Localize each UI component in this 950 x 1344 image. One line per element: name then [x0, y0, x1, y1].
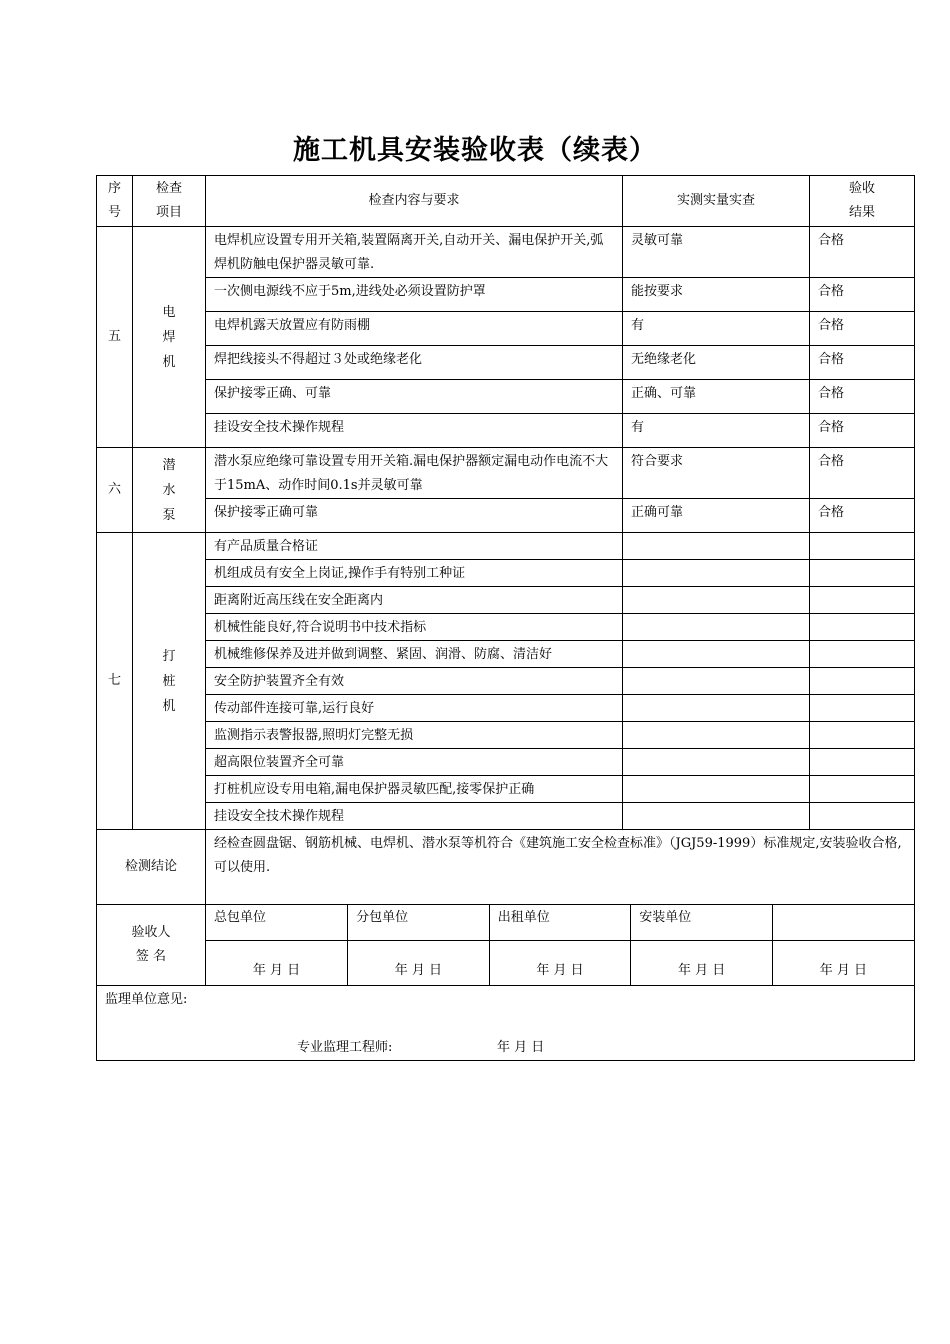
requirement-cell: 有产品质量合格证: [206, 533, 623, 560]
requirement-cell: 监测指示表警报器,照明灯完整无损: [206, 722, 623, 749]
result-cell: [810, 776, 915, 803]
actual-cell: [623, 722, 810, 749]
result-cell: [810, 668, 915, 695]
actual-cell: 灵敏可靠: [623, 227, 810, 278]
requirement-cell: 一次侧电源线不应于5m,进线处必须设置防护罩: [206, 278, 623, 312]
table-row: [97, 668, 915, 695]
table-row: [97, 380, 915, 414]
result-cell: 合格: [810, 499, 915, 533]
section-item-char: 焊: [162, 329, 176, 345]
table-row: [97, 722, 915, 749]
result-cell: [810, 722, 915, 749]
actual-cell: [623, 749, 810, 776]
result-cell: [810, 641, 915, 668]
conclusion-text: 经检查圆盘锯、钢筋机械、电焊机、潜水泵等机符合《建筑施工安全检查标准》（JGJ59-1999）标准规定,安装验收合格,可以使用.: [206, 830, 915, 905]
table-row: [97, 312, 915, 346]
inspection-table: [96, 175, 915, 1061]
section-item-char: 桩: [162, 673, 176, 689]
section-item-char: 机: [162, 354, 176, 370]
actual-cell: [623, 614, 810, 641]
header-actual: 实测实量实查: [623, 176, 810, 227]
conclusion-row: [97, 830, 915, 905]
result-cell: [810, 614, 915, 641]
requirement-cell: 机械性能良好,符合说明书中技术指标: [206, 614, 623, 641]
result-cell: 合格: [810, 448, 915, 499]
actual-cell: [623, 776, 810, 803]
result-cell: 合格: [810, 414, 915, 448]
table-row: [97, 614, 915, 641]
supervision-date: 年 月 日: [497, 1040, 545, 1055]
requirement-cell: 安全防护装置齐全有效: [206, 668, 623, 695]
requirement-cell: 焊把线接头不得超过３处或绝缘老化: [206, 346, 623, 380]
result-cell: 合格: [810, 278, 915, 312]
actual-cell: 无绝缘老化: [623, 346, 810, 380]
table-row: [97, 448, 915, 499]
requirement-cell: 打桩机应设专用电箱,漏电保护器灵敏匹配,接零保护正确: [206, 776, 623, 803]
table-row: [97, 533, 915, 560]
requirement-cell: 机组成员有安全上岗证,操作手有特别工种证: [206, 560, 623, 587]
signature-unit: 分包单位: [348, 905, 490, 941]
actual-cell: [623, 560, 810, 587]
actual-cell: 正确、可靠: [623, 380, 810, 414]
result-cell: [810, 560, 915, 587]
signature-date: 年 月 日: [348, 941, 490, 986]
result-cell: 合格: [810, 227, 915, 278]
section-item: [133, 533, 206, 830]
section-item-char: 潜: [162, 457, 176, 473]
actual-cell: [623, 587, 810, 614]
signature-unit: 安装单位: [631, 905, 773, 941]
requirement-cell: 电焊机应设置专用开关箱,装置隔离开关,自动开关、漏电保护开关,弧焊机防触电保护器灵敏可靠.: [206, 227, 623, 278]
table-row: [97, 587, 915, 614]
result-cell: [810, 587, 915, 614]
section-item: [133, 227, 206, 448]
section-item-char: 打: [162, 648, 176, 664]
requirement-cell: 潜水泵应绝缘可靠设置专用开关箱.漏电保护器额定漏电动作电流不大于15mA、动作时间0.1s并灵敏可靠: [206, 448, 623, 499]
result-cell: 合格: [810, 346, 915, 380]
signature-unit: 出租单位: [489, 905, 631, 941]
result-cell: [810, 533, 915, 560]
table-row: [97, 346, 915, 380]
header-seq: 序 号: [97, 176, 133, 227]
header-result: 验收 结果: [810, 176, 915, 227]
requirement-cell: 传动部件连接可靠,运行良好: [206, 695, 623, 722]
section-item-char: 泵: [162, 507, 176, 523]
supervision-row: [97, 986, 915, 1061]
actual-cell: 正确可靠: [623, 499, 810, 533]
requirement-cell: 距离附近高压线在安全距离内: [206, 587, 623, 614]
table-row: [97, 641, 915, 668]
signature-date: 年 月 日: [631, 941, 773, 986]
actual-cell: [623, 641, 810, 668]
result-cell: 合格: [810, 312, 915, 346]
requirement-cell: 保护接零正确可靠: [206, 499, 623, 533]
header-content: 检查内容与要求: [206, 176, 623, 227]
section-seq: 五: [97, 227, 133, 448]
result-cell: 合格: [810, 380, 915, 414]
actual-cell: 有: [623, 312, 810, 346]
signature-date: 年 月 日: [206, 941, 348, 986]
table-header-row: [97, 176, 915, 227]
section-item-char: 水: [162, 482, 176, 498]
result-cell: [810, 803, 915, 830]
requirement-cell: 保护接零正确、可靠: [206, 380, 623, 414]
requirement-cell: 挂设安全技术操作规程: [206, 414, 623, 448]
supervision-engineer: 专业监理工程师:: [297, 1040, 393, 1055]
actual-cell: 符合要求: [623, 448, 810, 499]
supervision-label: 监理单位意见:: [105, 992, 188, 1007]
actual-cell: 能按要求: [623, 278, 810, 312]
actual-cell: [623, 533, 810, 560]
table-row: [97, 803, 915, 830]
signature-label: 验收人 签 名: [97, 905, 206, 986]
actual-cell: 有: [623, 414, 810, 448]
signature-date: 年 月 日: [489, 941, 631, 986]
table-row: [97, 227, 915, 278]
section-item-char: 电: [162, 304, 176, 320]
actual-cell: [623, 803, 810, 830]
requirement-cell: 挂设安全技术操作规程: [206, 803, 623, 830]
requirement-cell: 电焊机露天放置应有防雨棚: [206, 312, 623, 346]
result-cell: [810, 749, 915, 776]
signature-date: 年 月 日: [819, 963, 868, 978]
table-row: [97, 560, 915, 587]
requirement-cell: 超高限位装置齐全可靠: [206, 749, 623, 776]
signature-unit: [772, 905, 914, 941]
table-row: [97, 499, 915, 533]
requirement-cell: 机械维修保养及进并做到调整、紧固、润滑、防腐、清洁好: [206, 641, 623, 668]
page-title: 施工机具安装验收表（续表）: [293, 135, 657, 166]
section-seq: 七: [97, 533, 133, 830]
table-row: [97, 749, 915, 776]
result-cell: [810, 695, 915, 722]
table-row: [97, 695, 915, 722]
signature-unit: 总包单位: [206, 905, 348, 941]
section-item-char: 机: [162, 698, 176, 714]
actual-cell: [623, 695, 810, 722]
header-item: 检查 项目: [133, 176, 206, 227]
table-row: [97, 414, 915, 448]
signature-grid: [206, 905, 915, 986]
section-seq: 六: [97, 448, 133, 533]
signature-row: [97, 905, 915, 986]
section-item: [133, 448, 206, 533]
table-row: [97, 278, 915, 312]
actual-cell: [623, 668, 810, 695]
table-row: [97, 776, 915, 803]
conclusion-label: 检测结论: [97, 830, 206, 905]
supervision-cell: [97, 986, 915, 1061]
